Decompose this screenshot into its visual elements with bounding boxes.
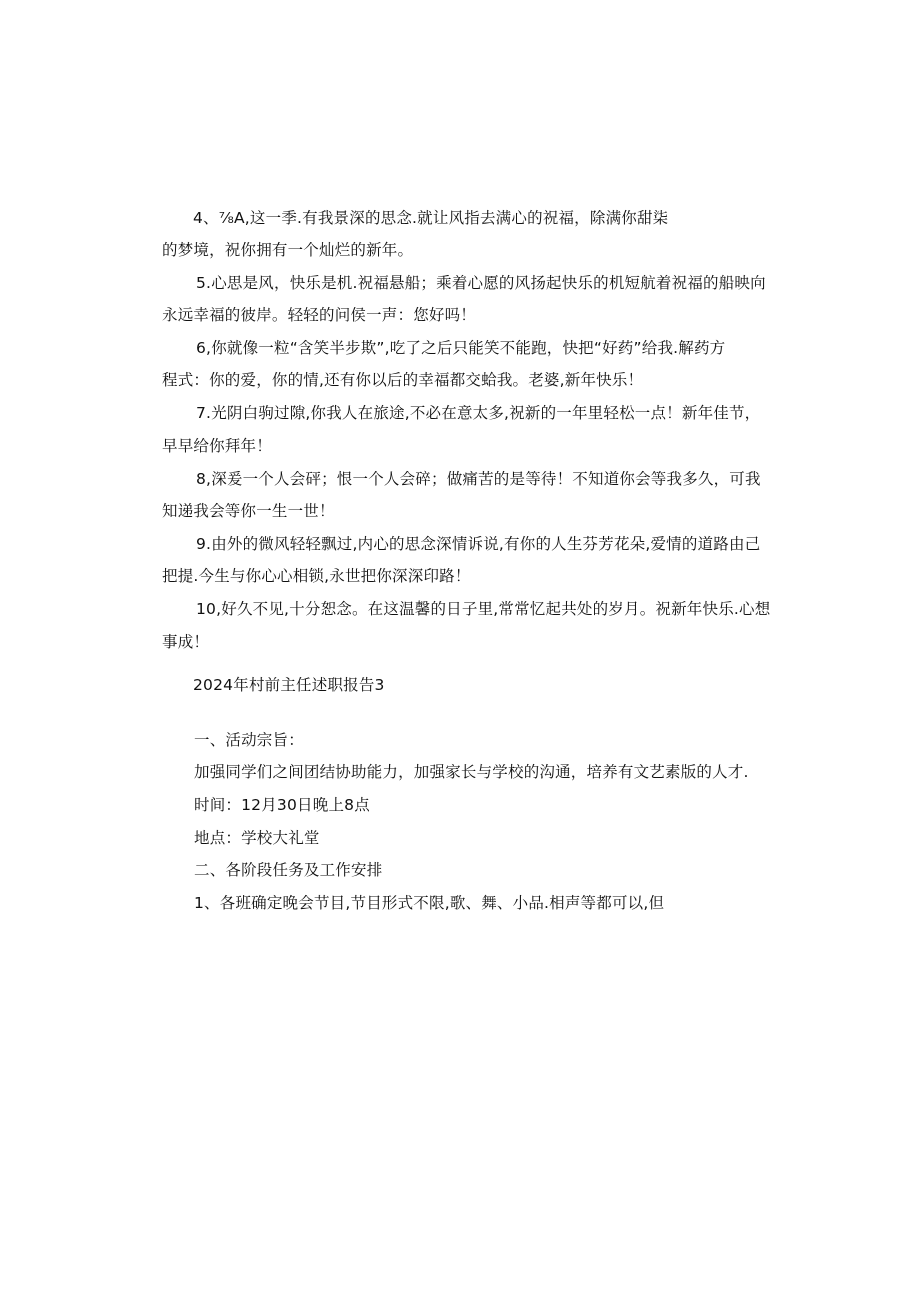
- item6-line1: 6,你就像一粒“含笑半步欺”,吃了之后只能笑不能跑，快把“好药”给我.解药方: [196, 339, 726, 357]
- item5-line1: 5.心思是风，快乐是机.祝福悬船；乘着心愿的风扬起快乐的机短航着祝福的船映向: [196, 274, 766, 292]
- item8-line2: 知递我会等你一生一世！: [162, 502, 335, 520]
- item6-line2: 程式：你的爱，你的情,还有你以后的幸福都交蛤我。老婆,新年快乐！: [162, 371, 644, 389]
- report-title: 2024年村前主任述职报告3: [193, 676, 385, 694]
- item5-line2: 永远幸福的彼岸。轻轻的问侯一声：您好吗！: [162, 306, 477, 324]
- item9-line2: 把提.今生与你心心相锁,永世把你深深印路！: [162, 567, 471, 585]
- item4-line2: 的梦境，祝你拥有一个灿烂的新年。: [162, 241, 414, 259]
- item10-line2: 事成！: [162, 633, 210, 651]
- item9-line1: 9.由外的微风轻轻飘过,内心的思念深情诉说,有你的人生芬芳花朵,爱情的道路由己: [196, 535, 761, 553]
- section1-heading: 一、活动宗旨：: [194, 731, 304, 749]
- time-text: 时间：12月30日晚上8点: [194, 796, 370, 814]
- item7-line1: 7.光阴白驹过隙,你我人在旅途,不必在意太多,祝新的一年里轻松一点！新年佳节，: [196, 404, 761, 422]
- item4-line1: 4、⅞A,这一季.有我景深的思念.就让风指去满心的祝福，除满你甜柒: [193, 209, 669, 227]
- item7-line2: 早早给你拜年！: [162, 437, 272, 455]
- section2-heading: 二、各阶段任务及工作安排: [194, 861, 383, 879]
- purpose-text: 加强同学们之间团结协助能力，加强家长与学校的沟通，培养有文艺素版的人才.: [194, 763, 749, 781]
- location-text: 地点：学校大礼堂: [194, 829, 320, 847]
- item8-line1: 8,深爰一个人会砰；恨一个人会碎；做痛苦的是等待！不知道你会等我多久，可我: [196, 470, 761, 488]
- item10-line1: 10,好久不见,十分恕念。在这温馨的日子里,常常忆起共处的岁月。祝新年快乐.心想: [196, 600, 771, 618]
- task1-text: 1、各班确定晚会节目,节目形式不限,歌、舞、小品.相声等都可以,但: [194, 894, 665, 912]
